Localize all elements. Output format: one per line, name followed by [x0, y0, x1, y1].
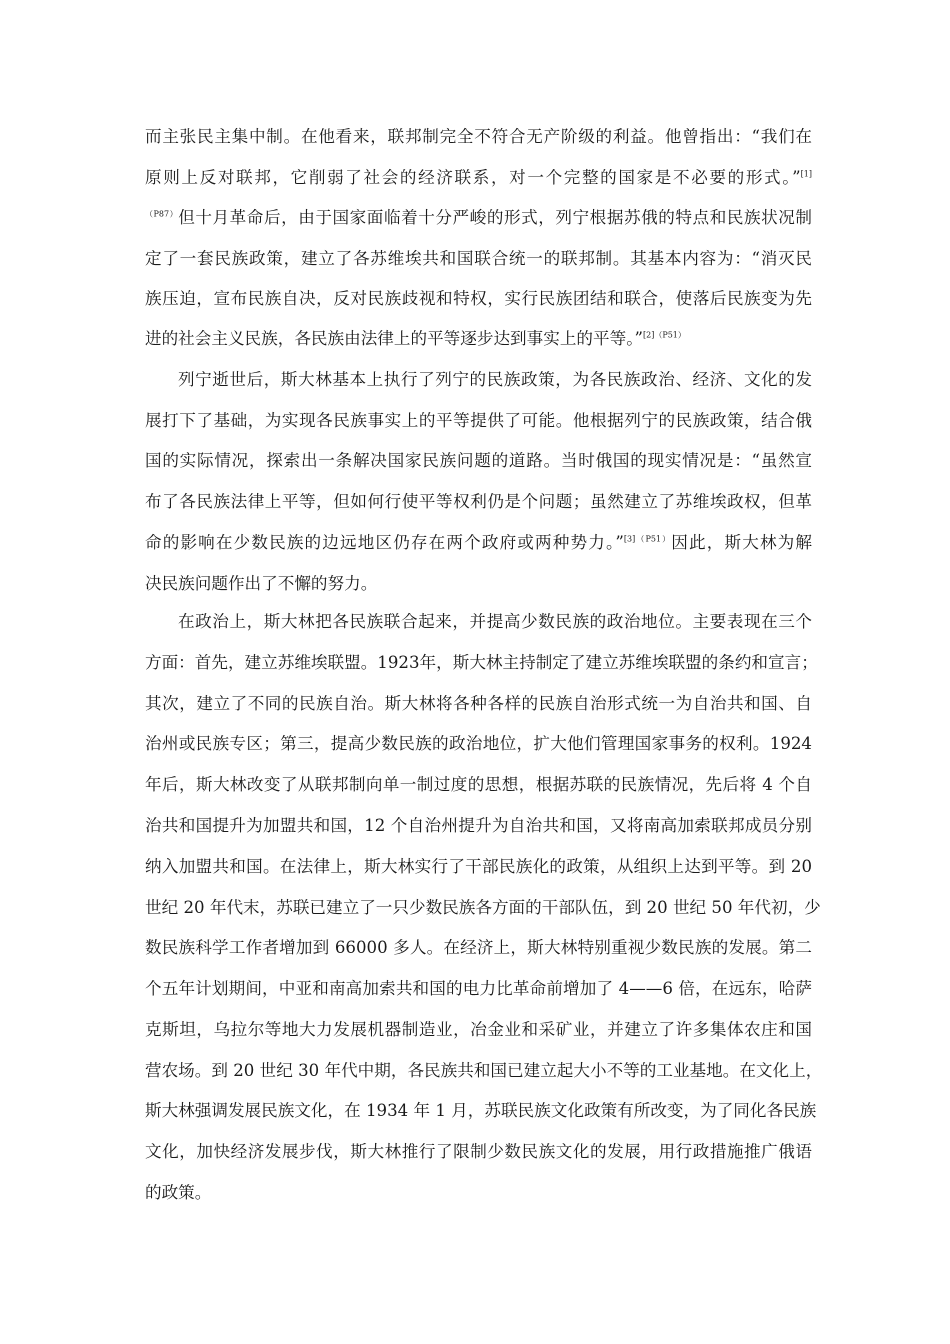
line-text: 的政策。 [145, 1183, 212, 1202]
citation-marker: （P87） [145, 209, 179, 219]
text-line [145, 451, 812, 471]
citation-marker: [1] [800, 169, 812, 179]
text-line [145, 898, 821, 918]
line-text: 斯大林强调发展民族文化，在 1934 年 1 月，苏联民族文化政策有所改变，为了同化各民族 [145, 1101, 817, 1120]
text-line [145, 127, 812, 147]
line-text: 世纪 20 年代末，苏联已建立了一只少数民族各方面的干部队伍，到 20 世纪 50 年代初，少 [145, 898, 821, 917]
text-line [145, 168, 812, 188]
text-line [145, 653, 818, 673]
text-line [145, 329, 812, 349]
text-line [145, 1142, 812, 1162]
line-text: 定了一套民族政策，建立了各苏维埃共和国联合统一的联邦制。其基本内容为：“消灭民 [145, 249, 812, 268]
line-text: 治州或民族专区；第三，提高少数民族的政治地位，扩大他们管理国家事务的权利。1924 [145, 734, 812, 753]
line-text: 布了各民族法律上平等，但如何行使平等权利仍是个问题；虽然建立了苏维埃政权，但革 [145, 492, 812, 511]
text-line [145, 857, 812, 877]
text-line [178, 370, 812, 390]
text-line [178, 612, 812, 632]
citation-marker: [3]（P51） [623, 534, 672, 544]
line-text: 进的社会主义民族，各民族由法律上的平等逐步达到事实上的平等。” [145, 329, 643, 348]
text-line [145, 775, 812, 795]
line-text: 年后，斯大林改变了从联邦制向单一制过度的思想，根据苏联的民族情况，先后将 4 个自 [145, 775, 812, 794]
line-text: 决民族问题作出了不懈的努力。 [145, 574, 378, 593]
line-text: 命的影响在少数民族的边远地区仍存在两个政府或两种势力。” [145, 533, 624, 552]
line-text: 族压迫，宣布民族自决，反对民族歧视和特权，实行民族团结和联合，使落后民族变为先 [145, 289, 812, 308]
text-line [145, 492, 812, 512]
line-text: 列宁逝世后，斯大林基本上执行了列宁的民族政策，为各民族政治、经济、文化的发 [178, 370, 812, 389]
line-text: 营农场。到 20 世纪 30 年代中期，各民族共和国已建立起大小不等的工业基地。在文化上， [145, 1061, 823, 1080]
line-text: 纳入加盟共和国。在法律上，斯大林实行了干部民族化的政策，从组织上达到平等。到 20 [145, 857, 812, 876]
text-line [145, 289, 812, 309]
line-text: 治共和国提升为加盟共和国，12 个自治州提升为自治共和国，又将南高加索联邦成员分别 [145, 816, 812, 835]
line-text: 在政治上，斯大林把各民族联合起来，并提高少数民族的政治地位。主要表现在三个 [178, 612, 812, 631]
text-line [145, 1061, 823, 1081]
line-text: 其次，建立了不同的民族自治。斯大林将各种各样的民族自治形式统一为自治共和国、自 [145, 694, 812, 713]
text-line [145, 1020, 812, 1040]
line-text: 方面：首先，建立苏维埃联盟。1923年，斯大林主持制定了建立苏维埃联盟的条约和宣言； [145, 653, 818, 672]
line-text: 展打下了基础，为实现各民族事实上的平等提供了可能。他根据列宁的民族政策，结合俄 [145, 411, 812, 430]
line-text: 国的实际情况，探索出一条解决国家民族问题的道路。当时俄国的现实情况是：“虽然宣 [145, 451, 812, 470]
text-line [145, 1101, 817, 1121]
line-text: 文化，加快经济发展步伐，斯大林推行了限制少数民族文化的发展，用行政措施推广俄语 [145, 1142, 812, 1161]
text-line [145, 694, 812, 714]
citation-marker: [2]（P51） [643, 330, 686, 340]
text-line [145, 249, 812, 269]
line-text: 克斯坦，乌拉尔等地大力发展机器制造业，冶金业和采矿业，并建立了许多集体农庄和国 [145, 1020, 812, 1039]
text-line [145, 574, 812, 594]
line-text: 但十月革命后，由于国家面临着十分严峻的形式，列宁根据苏俄的特点和民族状况制 [178, 208, 813, 227]
text-line [145, 411, 812, 431]
text-line [145, 734, 812, 754]
line-text: 数民族科学工作者增加到 66000 多人。在经济上，斯大林特别重视少数民族的发展。第二 [145, 938, 812, 957]
line-text: 个五年计划期间，中亚和南高加索共和国的电力比革命前增加了 4——6 倍，在远东，哈萨 [145, 979, 812, 998]
text-line [145, 1183, 812, 1203]
line-text: 原则上反对联邦，它削弱了社会的经济联系，对一个完整的国家是不必要的形式。” [145, 168, 801, 187]
line-text: 因此，斯大林为解 [671, 533, 812, 552]
line-text: 而主张民主集中制。在他看来，联邦制完全不符合无产阶级的利益。他曾指出：“我们在 [145, 127, 812, 146]
text-line [145, 533, 812, 553]
text-line [145, 979, 812, 999]
text-line [145, 208, 812, 228]
text-line [145, 938, 812, 958]
text-line [145, 816, 812, 836]
